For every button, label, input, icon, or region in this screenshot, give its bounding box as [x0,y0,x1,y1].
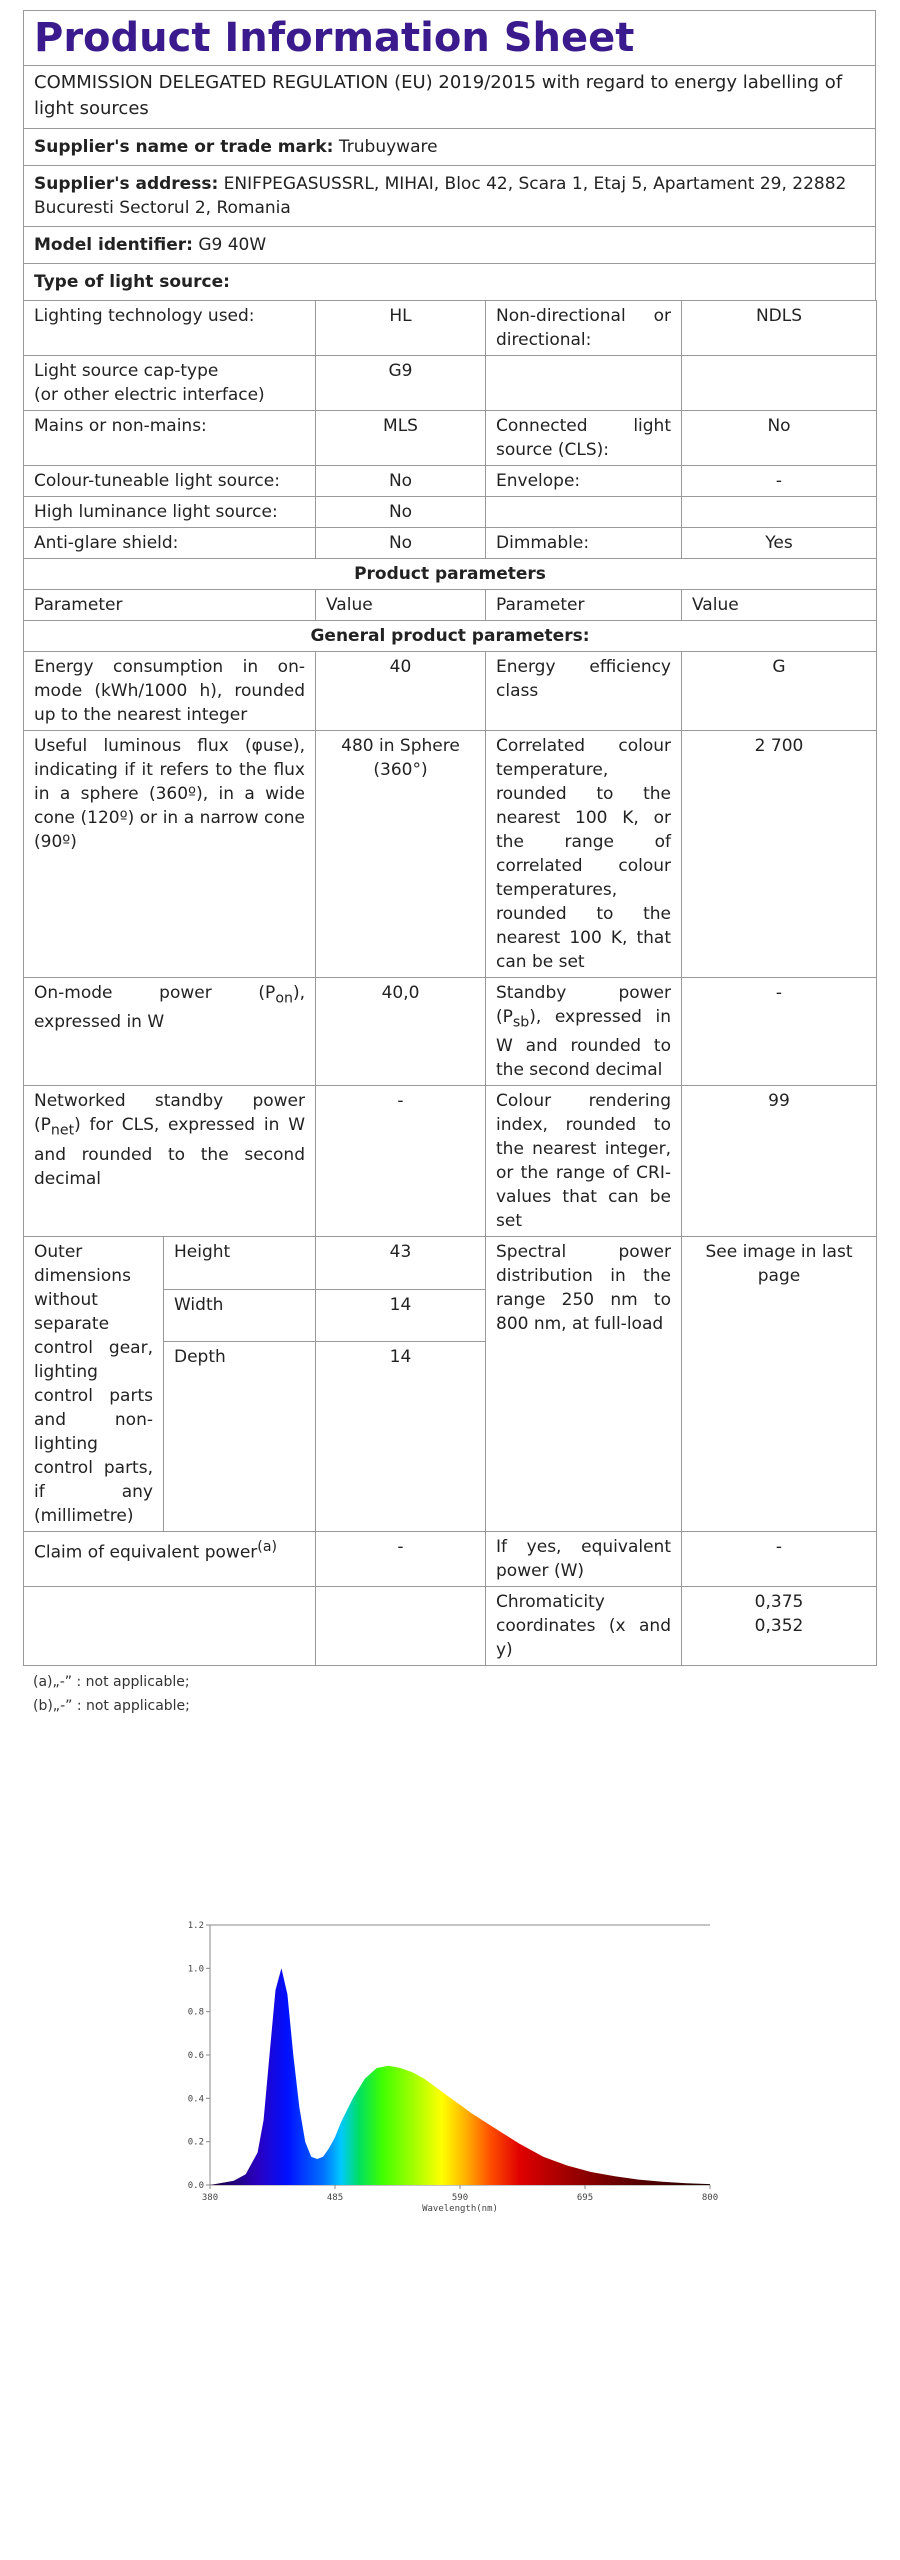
standby-power-text: Standby power (P [496,983,671,1027]
x-tick-label: 485 [326,2193,344,2203]
networked-standby-subscript: net [50,1122,75,1139]
energy-efficiency-label: Energy efficiency class [486,652,682,731]
y-tick-label: 0.0 [187,2181,204,2191]
type-label-right: Connected light source (CLS): [486,411,682,466]
type-value-left: No [316,497,486,528]
type-label-left: Colour-tuneable light source: [24,466,316,497]
y-tick-label: 0.8 [187,2007,204,2018]
y-tick-label: 0.2 [187,2137,204,2148]
equivalent-power-claim-sup: (a) [257,1539,278,1556]
type-value-right: No [682,411,877,466]
model-identifier-label: Model identifier: [34,235,193,255]
table-row [24,652,877,731]
y-tick-label: 0.4 [187,2094,204,2105]
luminous-flux-value: 480 in Sphere (360°) [316,731,486,978]
table-row [24,1237,877,1290]
type-label-left: High luminance light source: [24,497,316,528]
energy-efficiency-value: G [682,652,877,731]
light-source-type-label: Type of light source: [34,272,230,292]
standby-power-value: - [682,978,877,1086]
networked-standby-text-end: ) for CLS, expressed in W and rounded to the second decimal [34,1115,305,1189]
supplier-name-value: Trubuyware [338,137,438,157]
networked-standby-text: Networked standby power (P [34,1091,305,1136]
depth-value: 14 [316,1342,486,1532]
supplier-name-label: Supplier's name or trade mark: [34,137,334,157]
supplier-address-label: Supplier's address: [34,174,219,194]
standby-power-subscript: sb [512,1014,530,1031]
colour-rendering-value: 99 [682,1086,877,1237]
on-mode-power-text: On-mode power (P [34,983,276,1003]
spectrum-area [210,1968,710,2185]
spectral-distribution-value: See image in last page [682,1237,877,1532]
type-label-right: Envelope: [486,466,682,497]
type-row [24,356,877,411]
spectral-power-chart [180,1915,720,2215]
footnote-b: (b)„-” : not applicable; [33,1698,190,1715]
colour-temperature-value: 2 700 [682,731,877,978]
type-label-left: Mains or non-mains: [24,411,316,466]
chromaticity-value [682,1587,877,1666]
type-label-left: Anti-glare shield: [24,528,316,559]
equivalent-power-claim-text: Claim of equivalent power [34,1543,258,1564]
type-value-left: No [316,466,486,497]
product-info-sheet [23,10,876,1718]
footnotes [23,1670,876,1718]
supplier-address-row [23,165,876,226]
table-row [24,978,877,1086]
model-identifier-row [23,226,876,263]
supplier-name-row [23,128,876,165]
table-row [24,1086,877,1237]
col-header-parameter-2: Parameter [486,590,682,621]
x-axis-label: Wavelength(nm) [422,2204,498,2214]
on-mode-power-subscript: on [275,990,293,1007]
type-value-right: NDLS [682,301,877,356]
light-source-type-heading [23,263,876,300]
type-value-right: - [682,466,877,497]
table-row [24,731,877,978]
y-tick-label: 1.2 [187,1921,204,1931]
y-tick-label: 1.0 [187,1964,204,1975]
standby-power-text-end: ), expressed in W and rounded to the second decimal [496,1007,671,1081]
col-header-parameter-1: Parameter [24,590,316,621]
type-row [24,528,877,559]
on-mode-power-text-end: ), expressed in W [34,983,305,1033]
depth-label: Depth [164,1342,316,1532]
type-row [24,301,877,356]
y-tick-label: 0.6 [187,2051,204,2061]
outer-dimensions-label: Outer dimensions without separate control gear, lighting control parts and non-lighting control parts, if any (millimetre) [24,1237,164,1532]
width-value: 14 [316,1289,486,1342]
equivalent-power-value: - [682,1532,877,1587]
type-row [24,466,877,497]
energy-consumption-value: 40 [316,652,486,731]
type-value-left: MLS [316,411,486,466]
height-label: Height [164,1237,316,1290]
table-row [24,1587,877,1666]
x-tick-label: 590 [451,2193,469,2203]
page-title: Product Information Sheet [23,10,876,65]
luminous-flux-label: Useful luminous flux (φuse), indicating if it refers to the flux in a sphere (360º), in a wide cone (120º) or in a narrow cone (90º) [24,731,316,978]
type-label-right: Non-directional or directional: [486,301,682,356]
chromaticity-y: 0,352 [754,1616,804,1637]
type-value-left: HL [316,301,486,356]
x-tick-label: 380 [201,2193,219,2203]
width-label: Width [164,1289,316,1342]
chromaticity-label: Chromaticity coordinates (x and y) [486,1587,682,1666]
networked-standby-label [24,1086,316,1237]
on-mode-power-label [24,978,316,1086]
equivalent-power-claim-value: - [316,1532,486,1587]
networked-standby-value: - [316,1086,486,1237]
regulation-subtitle: COMMISSION DELEGATED REGULATION (EU) 2019/2015 with regard to energy labelling of light sources [23,65,876,128]
table-row [24,1532,877,1587]
colour-rendering-label: Colour rendering index, rounded to the nearest integer, or the range of CRI-values that can be set [486,1086,682,1237]
general-parameters-heading: General product parameters: [24,621,877,652]
parameters-table [23,300,877,1666]
empty-cell [24,1587,316,1666]
type-label-left: Lighting technology used: [24,301,316,356]
x-tick-label: 695 [576,2193,594,2203]
type-label-right [486,356,682,411]
equivalent-power-label: If yes, equivalent power (W) [486,1532,682,1587]
standby-power-label [486,978,682,1086]
footnote-a: (a)„-” : not applicable; [33,1674,190,1691]
col-header-value-2: Value [682,590,877,621]
type-row [24,411,877,466]
x-tick-label: 800 [701,2193,719,2203]
on-mode-power-value: 40,0 [316,978,486,1086]
chromaticity-x: 0,375 [754,1592,804,1613]
type-label-left: Light source cap-type (or other electric interface) [24,356,316,411]
empty-cell [316,1587,486,1666]
type-value-left: G9 [316,356,486,411]
type-label-right: Dimmable: [486,528,682,559]
type-row [24,497,877,528]
height-value: 43 [316,1237,486,1290]
type-value-right [682,356,877,411]
supplier-address-value: ENIFPEGASUSSRL, MIHAI, Bloc 42, Scara 1, Etaj 5, Apartament 29, 22882 Bucuresti Sectorul 2, Romania [34,174,847,218]
type-value-right: Yes [682,528,877,559]
equivalent-power-claim-label [24,1532,316,1587]
col-header-value-1: Value [316,590,486,621]
product-parameters-heading: Product parameters [24,559,877,590]
energy-consumption-label: Energy consumption in on-mode (kWh/1000 h), rounded up to the nearest integer [24,652,316,731]
type-value-left: No [316,528,486,559]
spectral-distribution-label: Spectral power distribution in the range 250 nm to 800 nm, at full-load [486,1237,682,1532]
colour-temperature-label: Correlated colour temperature, rounded to the nearest 100 K, or the range of correlated colour temperatures, rounded to the nearest 100 K, that can be set [486,731,682,978]
model-identifier-value: G9 40W [198,235,267,255]
type-label-right [486,497,682,528]
type-value-right [682,497,877,528]
